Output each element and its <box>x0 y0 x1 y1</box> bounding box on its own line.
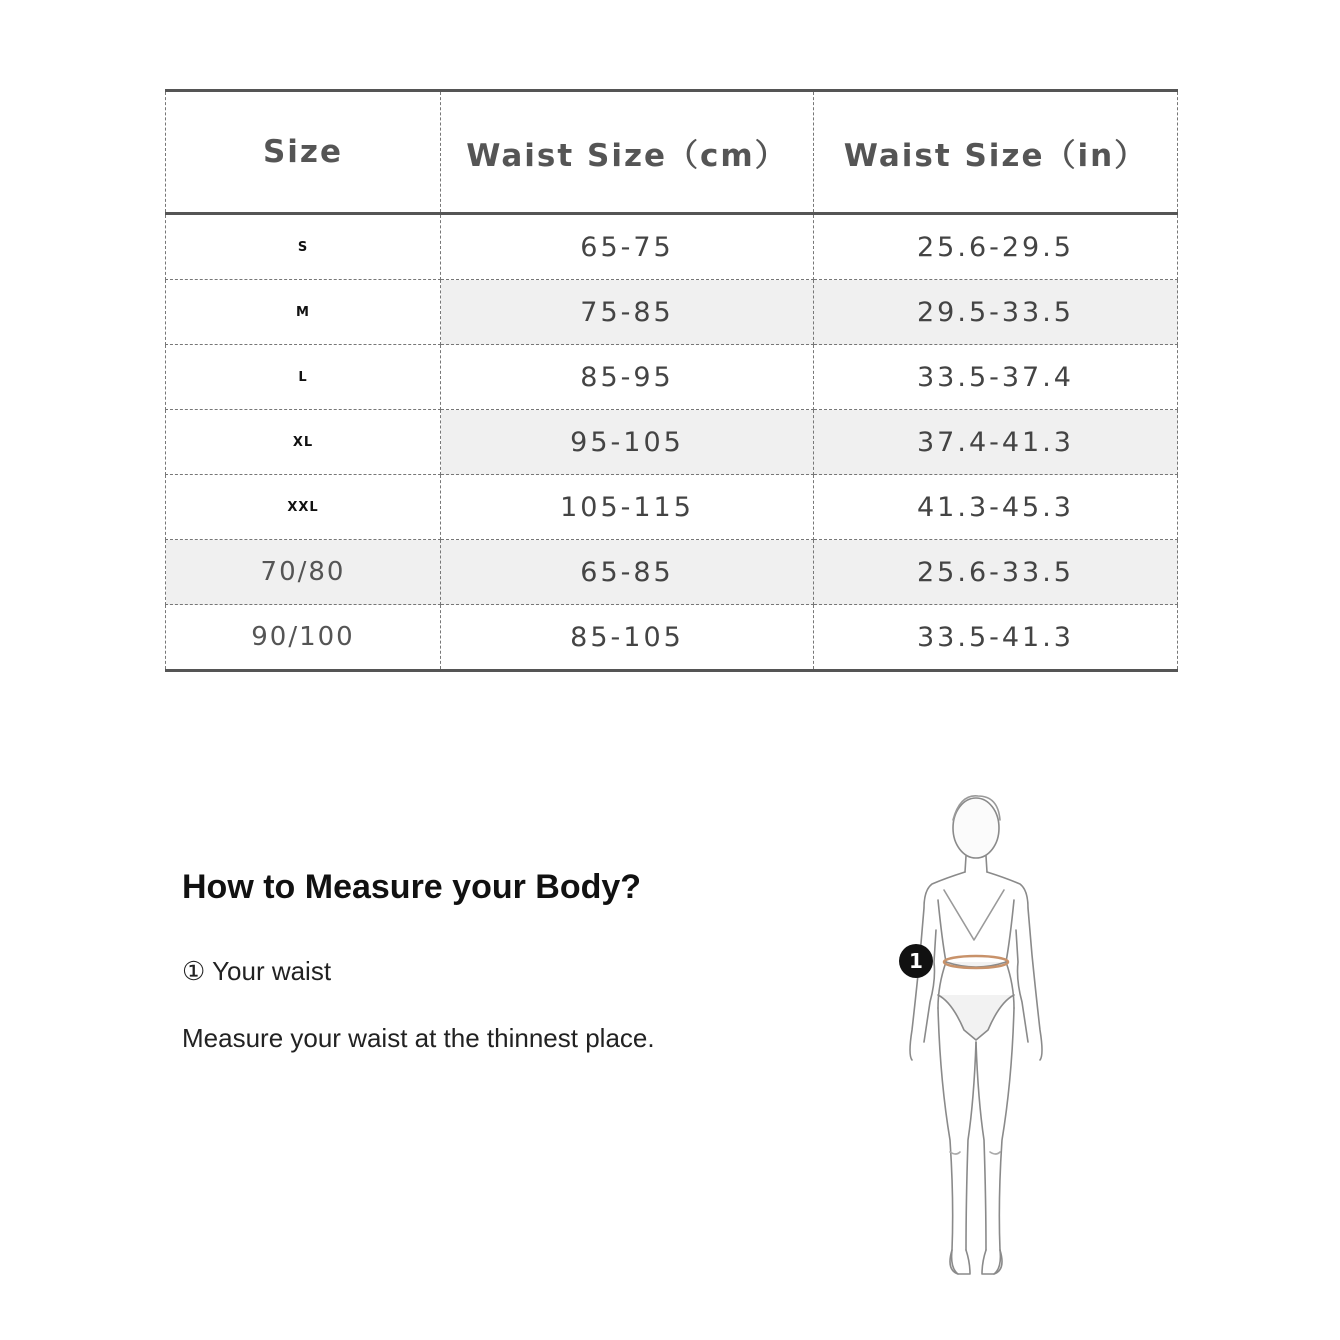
body-figure <box>880 780 1080 1290</box>
table-row <box>166 410 1178 475</box>
waist-cm-cell: 85-95 <box>441 345 814 410</box>
table-header-row <box>166 91 1178 214</box>
size-cell: 70/80 <box>166 540 441 605</box>
table-row <box>166 280 1178 345</box>
waist-cm-cell: 85-105 <box>441 605 814 671</box>
waist-cm-cell: 95-105 <box>441 410 814 475</box>
measure-step-waist: ① Your waist <box>182 956 332 986</box>
measure-description: Measure your waist at the thinnest place. <box>182 1023 655 1053</box>
table-row <box>166 605 1178 671</box>
size-cell: 90/100 <box>166 605 441 671</box>
table-row <box>166 540 1178 605</box>
table-row <box>166 345 1178 410</box>
header-waist-cm: Waist Size（cm） <box>441 91 814 214</box>
header-size: Size <box>166 91 441 214</box>
waist-in-cell: 33.5-41.3 <box>814 605 1178 671</box>
size-chart-table <box>165 89 1178 672</box>
size-cell: M <box>166 280 441 345</box>
measure-title: How to Measure your Body? <box>182 868 642 906</box>
waist-in-cell: 25.6-29.5 <box>814 214 1178 280</box>
waist-in-cell: 37.4-41.3 <box>814 410 1178 475</box>
size-cell: L <box>166 345 441 410</box>
waist-cm-cell: 65-85 <box>441 540 814 605</box>
size-cell: S <box>166 214 441 280</box>
header-waist-in: Waist Size（in） <box>814 91 1178 214</box>
size-cell: XL <box>166 410 441 475</box>
body-figure-illustration <box>880 780 1080 1290</box>
waist-cm-cell: 65-75 <box>441 214 814 280</box>
waist-marker-label: 1 <box>909 949 923 973</box>
table-row <box>166 214 1178 280</box>
waist-in-cell: 25.6-33.5 <box>814 540 1178 605</box>
waist-in-cell: 41.3-45.3 <box>814 475 1178 540</box>
waist-cm-cell: 75-85 <box>441 280 814 345</box>
waist-in-cell: 29.5-33.5 <box>814 280 1178 345</box>
waist-in-cell: 33.5-37.4 <box>814 345 1178 410</box>
waist-cm-cell: 105-115 <box>441 475 814 540</box>
size-cell: XXL <box>166 475 441 540</box>
table-row <box>166 475 1178 540</box>
